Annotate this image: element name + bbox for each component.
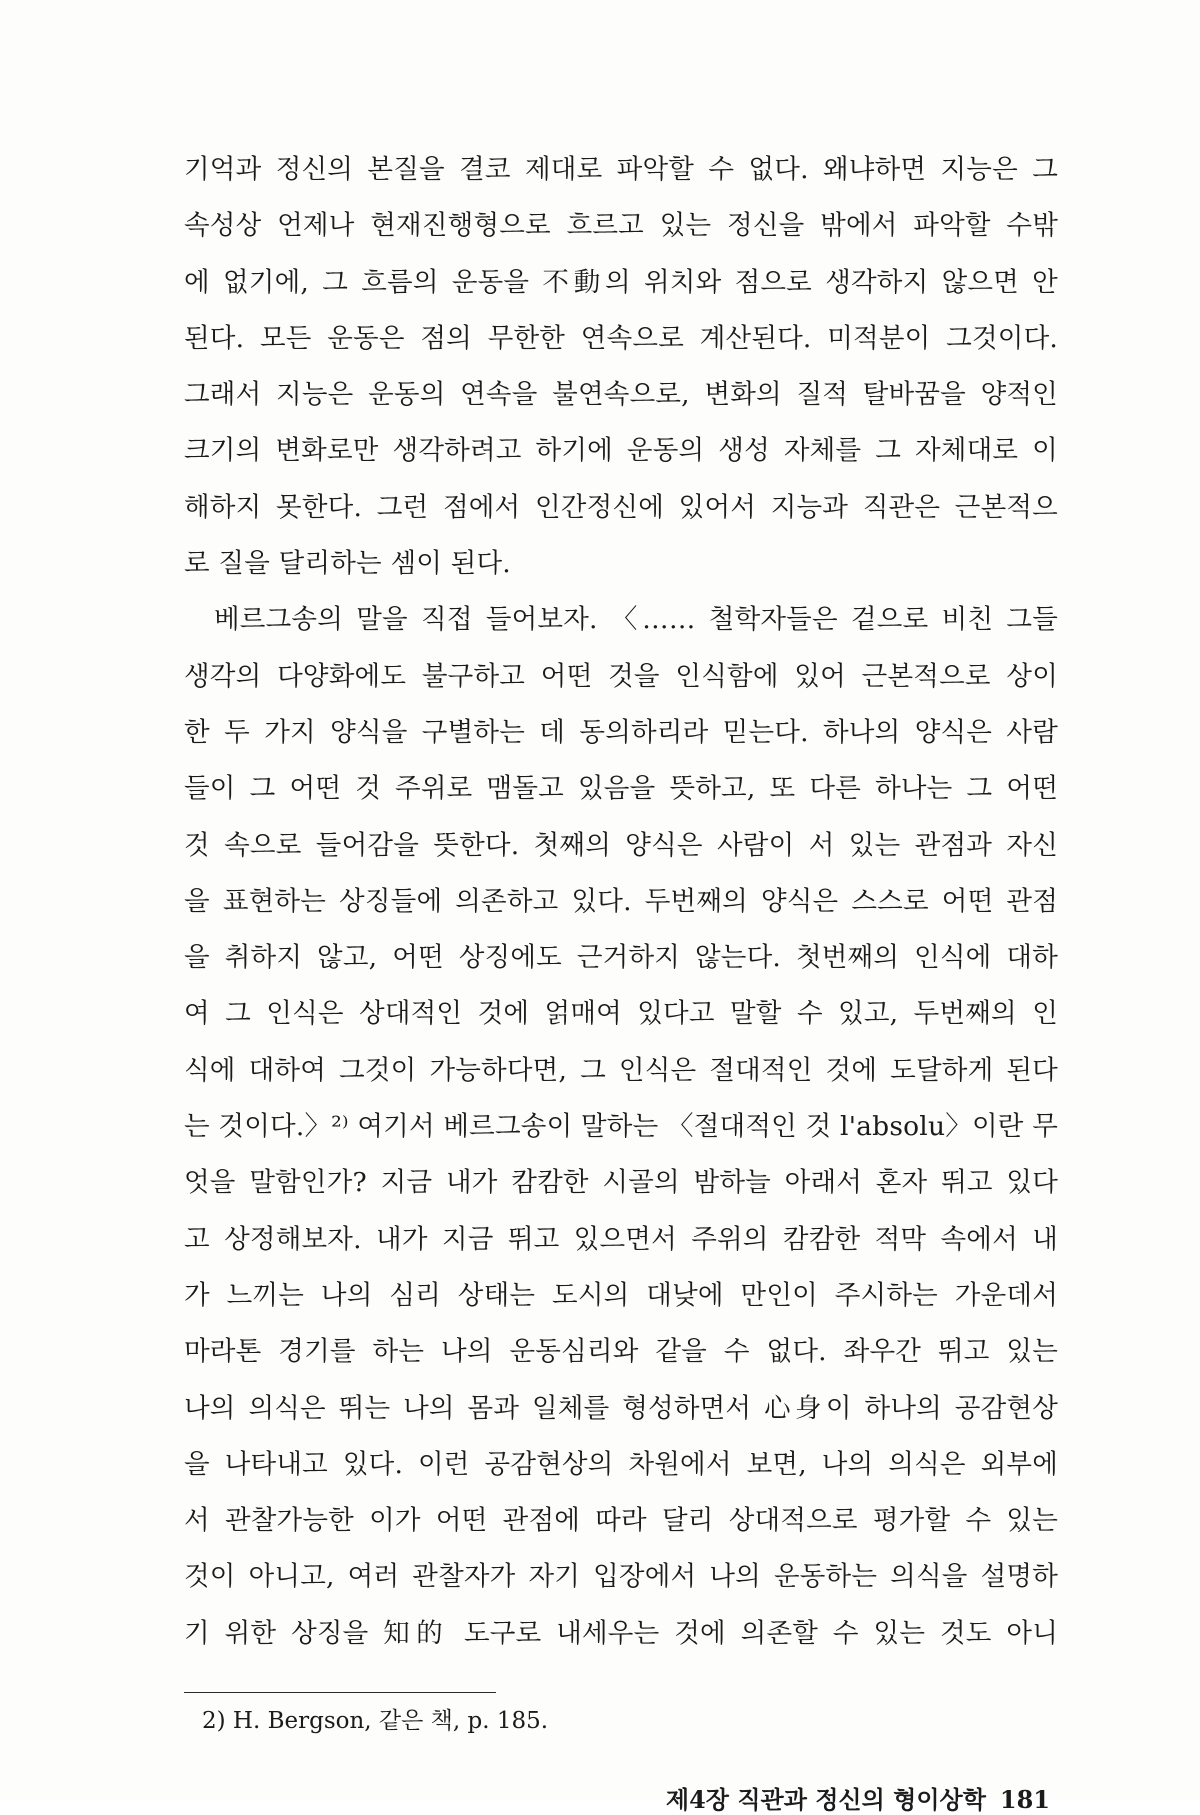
body-line: 생각의 다양화에도 불구하고 어떤 것을 인식함에 있어 근본적으로 상이 <box>184 660 1058 692</box>
body-line: 나의 의식은 뛰는 나의 몸과 일체를 형성하면서 心身이 하나의 공감현상 <box>184 1392 1058 1424</box>
body-line: 을 나타내고 있다. 이런 공감현상의 차원에서 보면, 나의 의식은 외부에 <box>184 1448 1058 1480</box>
body-line: 식에 대하여 그것이 가능하다면, 그 인식은 절대적인 것에 도달하게 된다 <box>184 1054 1058 1086</box>
body-line: 기 위한 상징을 知的 도구로 내세우는 것에 의존할 수 있는 것도 아니 <box>184 1617 1058 1649</box>
body-line: 마라톤 경기를 하는 나의 운동심리와 같을 수 없다. 좌우간 뛰고 있는 <box>184 1336 1058 1368</box>
body-line: 베르그송의 말을 직접 들어보자. 〈…… 철학자들은 겉으로 비친 그들 <box>214 604 1058 636</box>
page-number: 181 <box>999 1785 1050 1814</box>
body-line: 속성상 언제나 현재진행형으로 흐르고 있는 정신을 밖에서 파악할 수밖 <box>184 210 1058 242</box>
body-line: 기억과 정신의 본질을 결코 제대로 파악할 수 없다. 왜냐하면 지능은 그 <box>184 154 1058 185</box>
body-line: 것이 아니고, 여러 관찰자가 자기 입장에서 나의 운동하는 의식을 설명하 <box>184 1561 1058 1593</box>
body-line: 엇을 말함인가? 지금 내가 캄캄한 시골의 밤하늘 아래서 혼자 뛰고 있다 <box>184 1167 1058 1199</box>
body-text <box>184 142 1058 1662</box>
running-footer <box>666 1785 1050 1815</box>
body-line: 을 취하지 않고, 어떤 상징에도 근거하지 않는다. 첫번째의 인식에 대하 <box>184 942 1058 974</box>
body-line: 크기의 변화로만 생각하려고 하기에 운동의 생성 자체를 그 자체대로 이 <box>184 435 1058 467</box>
body-line: 여 그 인식은 상대적인 것에 얽매여 있다고 말할 수 있고, 두번째의 인 <box>184 998 1058 1030</box>
chapter-title: 제4장 직관과 정신의 형이상학 <box>665 1785 986 1814</box>
body-line: 들이 그 어떤 것 주위로 맴돌고 있음을 뜻하고, 또 다른 하나는 그 어떤 <box>184 773 1058 805</box>
body-line: 에 없기에, 그 흐름의 운동을 不動의 위치와 점으로 생각하지 않으면 안 <box>184 266 1058 298</box>
body-line: 가 느끼는 나의 심리 상태는 도시의 대낮에 만인이 주시하는 가운데서 <box>184 1279 1058 1311</box>
body-line: 것 속으로 들어감을 뜻한다. 첫째의 양식은 사람이 서 있는 관점과 자신 <box>184 829 1058 861</box>
footnote: 2) H. Bergson, 같은 책, p. 185. <box>202 1708 549 1734</box>
body-line: 그래서 지능은 운동의 연속을 불연속으로, 변화의 질적 탈바꿈을 양적인 <box>184 379 1058 411</box>
body-line: 서 관찰가능한 이가 어떤 관점에 따라 달리 상대적으로 평가할 수 있는 <box>184 1505 1058 1537</box>
footnote-rule <box>184 1692 496 1693</box>
body-line: 을 표현하는 상징들에 의존하고 있다. 두번째의 양식은 스스로 어떤 관점 <box>184 885 1058 917</box>
body-line: 로 질을 달리하는 셈이 된다. <box>184 548 511 580</box>
body-line: 는 것이다.〉²⁾ 여기서 베르그송이 말하는 〈절대적인 것 l'absolu〉이란 무 <box>184 1111 1058 1143</box>
body-line: 된다. 모든 운동은 점의 무한한 연속으로 계산된다. 미적분이 그것이다. <box>184 322 1058 354</box>
body-line: 한 두 가지 양식을 구별하는 데 동의하리라 믿는다. 하나의 양식은 사람 <box>184 716 1058 748</box>
body-line: 해하지 못한다. 그런 점에서 인간정신에 있어서 지능과 직관은 근본적으 <box>184 491 1058 523</box>
body-line: 고 상정해보자. 내가 지금 뛰고 있으면서 주위의 캄캄한 적막 속에서 내 <box>184 1223 1058 1255</box>
